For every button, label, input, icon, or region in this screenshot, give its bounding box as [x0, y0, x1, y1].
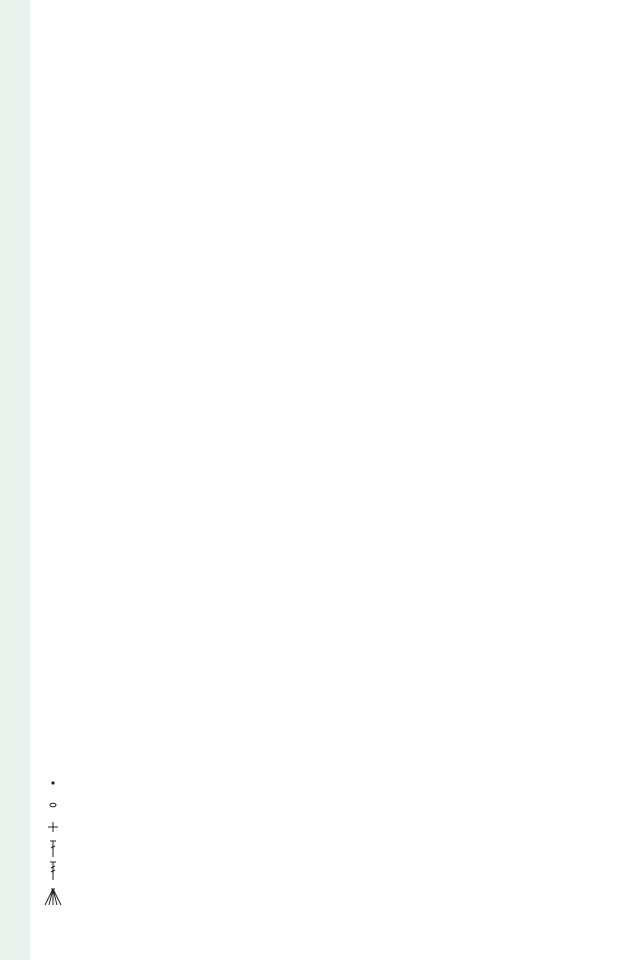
legend	[40, 772, 180, 912]
chain-symbol-icon	[40, 800, 66, 810]
legend-item-treble-crochet	[40, 860, 180, 882]
decorative-side-strip	[0, 0, 30, 960]
legend-item-cluster	[40, 882, 180, 912]
double-crochet-symbol-icon	[40, 840, 66, 858]
top-crochet-diagram	[36, 10, 456, 470]
cluster-symbol-icon	[40, 887, 66, 907]
single-crochet-symbol-icon	[40, 820, 66, 834]
legend-item-double-crochet	[40, 838, 180, 860]
legend-item-chain	[40, 794, 180, 816]
treble-crochet-symbol-icon	[40, 861, 66, 881]
slip-stitch-symbol-icon	[40, 778, 66, 788]
legend-item-single-crochet	[40, 816, 180, 838]
legend-item-slip-stitch	[40, 772, 180, 794]
